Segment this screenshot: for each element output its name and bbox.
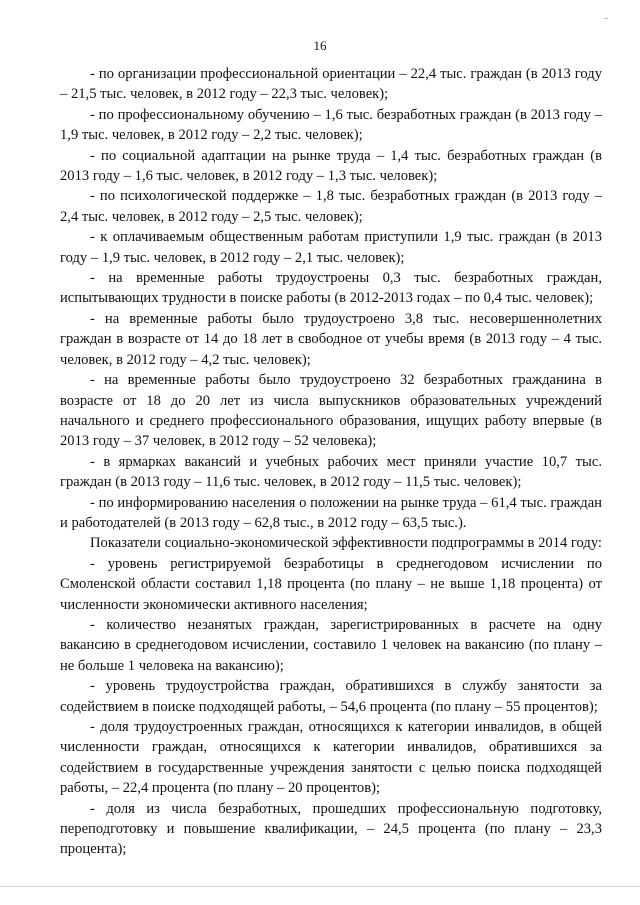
- paragraph-psychological-support: - по психологической поддержке – 1,8 тыс. безработных граждан (в 2013 году – 2,4 тыс. человек, в 2012 году – 2,5 тыс. человек);: [60, 188, 602, 225]
- paragraph-employment-level: - уровень трудоустройства граждан, обратившихся в службу занятости за содействием в поиске подходящей работы, – 54,6 процента (по плану – 55 процентов);: [60, 678, 602, 715]
- paragraph-unemployment-level: - уровень регистрируемой безработицы в среднегодовом исчислении по Смоленской области составил 1,18 процента (по плану – не выше 1,18 процента) от численности экономически активного населения;: [60, 555, 602, 613]
- paragraph-vocational-training: - по профессиональному обучению – 1,6 тыс. безработных граждан (в 2013 году – 1,9 тыс. человек, в 2012 году – 2,2 тыс. человек);: [60, 106, 602, 144]
- document-body: [60, 64, 602, 860]
- paragraph-temporary-jobs-difficult: - на временные работы трудоустроены 0,3 тыс. безработных граждан, испытывающих трудности в поиске работы (в 2012-2013 годах – по 0,4 тыс. человек);: [60, 270, 602, 307]
- paragraph-temporary-jobs-minors: - на временные работы было трудоустроено 3,8 тыс. несовершеннолетних граждан в возрасте от 14 до 18 лет в свободное от учебы время (в 2013 году – 4 тыс. человек, в 2012 году – 4,2 тыс. человек);: [60, 310, 602, 368]
- page-number: 16: [313, 38, 327, 53]
- paragraph-career-guidance: - по организации профессиональной ориентации – 22,4 тыс. граждан (в 2013 году – 21,5 тыс. человек, в 2012 году – 22,3 тыс. человек);: [60, 66, 602, 103]
- paragraph-social-adaptation: - по социальной адаптации на рынке труда – 1,4 тыс. безработных граждан (в 2013 году – 1,6 тыс. человек, в 2012 году – 1,3 тыс. человек);: [60, 147, 602, 185]
- paragraph-training-share: - доля из числа безработных, прошедших профессиональную подготовку, переподготовку и повышение квалификации, – 24,5 процента (по плану – 23,3 процента);: [60, 800, 602, 858]
- paragraph-informing: - по информированию населения о положении на рынке труда – 61,4 тыс. граждан и работодателей (в 2013 году – 62,8 тыс., в 2012 году – 63,5 тыс.).: [60, 494, 602, 531]
- scan-mark: [604, 18, 608, 19]
- paragraph-job-fairs: - в ярмарках вакансий и учебных рабочих мест приняли участие 10,7 тыс. граждан (в 2013 году – 11,6 тыс. человек, в 2012 году – 11,5 тыс. человек);: [60, 453, 602, 491]
- paragraph-unemployed-per-vacancy: - количество незанятых граждан, зарегистрированных в расчете на одну вакансию в среднегодовом исчислении, составило 1 человек на вакансию (по плану – не больше 1 человека на вакансию);: [60, 616, 602, 674]
- paragraph-disabled-employment: - доля трудоустроенных граждан, относящихся к категории инвалидов, в общей численности граждан, относящихся к категории инвалидов, обратившихся за содействием в государственные учреждения занятости с целью поиска подходящей работы, – 22,4 процента (по плану – 20 процентов);: [60, 719, 602, 797]
- paragraph-public-works: - к оплачиваемым общественным работам приступили 1,9 тыс. граждан (в 2013 году – 1,9 тыс. человек, в 2012 году – 2,1 тыс. человек);: [60, 229, 602, 266]
- paragraph-temporary-jobs-graduates: - на временные работы было трудоустроено 32 безработных гражданина в возрасте от 18 до 20 лет из числа выпускников образовательных учреждений начального и среднего профессионального образования, ищущих работу впервые (в 2013 году – 37 человек, в 2012 году – 52 человека);: [60, 372, 602, 450]
- bottom-edge-line: [0, 886, 640, 887]
- paragraph-indicators-heading: Показатели социально-экономической эффективности подпрограммы в 2014 году:: [90, 535, 602, 552]
